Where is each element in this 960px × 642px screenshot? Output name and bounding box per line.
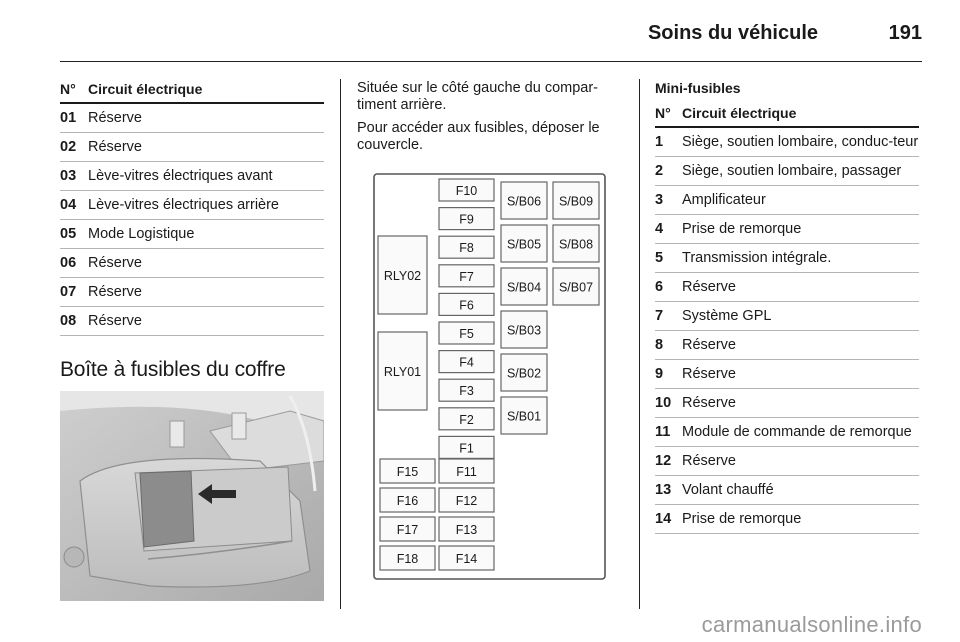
table-row: [60, 104, 324, 133]
row-circuit: Siège, soutien lombaire, passager: [682, 163, 902, 179]
table-row: [655, 215, 919, 244]
row-number: 10: [655, 395, 672, 411]
row-circuit: Lève-vitres électriques arrière: [88, 197, 279, 213]
row-circuit: Réserve: [682, 453, 736, 469]
mini-fuse-table-body: [655, 128, 919, 534]
table-row: [655, 331, 919, 360]
table-row: [655, 447, 919, 476]
table-row: [60, 133, 324, 162]
table-row: [655, 186, 919, 215]
sb-fuse-box-label: S/B03: [506, 323, 542, 338]
instructions-column: [357, 80, 627, 160]
row-circuit: Réserve: [88, 284, 142, 300]
fuse-box-label: F7: [459, 269, 474, 284]
fuse-box: [439, 546, 494, 570]
table-row: [60, 162, 324, 191]
row-circuit: Système GPL: [682, 308, 772, 324]
table-row: [60, 191, 324, 220]
table-row: [655, 302, 919, 331]
sb-fuse-box: [553, 225, 599, 262]
column-divider-right: [639, 79, 640, 609]
fuse-box: [439, 322, 494, 344]
row-number: 11: [655, 424, 671, 440]
sb-fuse-box: [553, 268, 599, 305]
sb-fuse-box-label: S/B07: [558, 280, 594, 295]
sb-fuse-box-label: S/B01: [506, 409, 542, 424]
sb-fuse-box: [501, 182, 547, 219]
table-row: [655, 476, 919, 505]
sb-fuse-box-label: S/B05: [506, 237, 542, 252]
sb-fuse-box: [501, 354, 547, 391]
fuse-box: [439, 265, 494, 287]
header-rule: [60, 61, 922, 62]
row-number: 9: [655, 366, 664, 382]
sb-fuse-box-label: S/B02: [506, 366, 542, 381]
table-row: [655, 505, 919, 534]
fuse-box: [439, 408, 494, 430]
sb-fuse-box: [501, 268, 547, 305]
relay-table-header: [60, 80, 324, 104]
location-paragraph: Située sur le côté gauche du compar-timent arrière.: [357, 80, 598, 113]
fuse-box-label: F11: [456, 465, 477, 479]
row-number: 2: [655, 163, 664, 179]
row-circuit: Module de commande de remorque: [682, 424, 912, 440]
row-circuit: Lève-vitres électriques avant: [88, 168, 273, 184]
fuse-box-label: F10: [455, 184, 478, 198]
row-circuit: Siège, soutien lombaire, conduc-teur: [682, 134, 919, 150]
row-circuit: Réserve: [682, 395, 736, 411]
fuse-box: [439, 488, 494, 512]
table-row: [60, 220, 324, 249]
fuse-box-label: F14: [455, 552, 478, 566]
relay-box-label: RLY02: [383, 269, 422, 283]
fuse-box-label: F16: [396, 494, 419, 508]
row-circuit: Volant chauffé: [682, 482, 774, 498]
fuse-box-label: F2: [459, 412, 474, 427]
row-circuit: Réserve: [88, 313, 142, 329]
row-circuit: Mode Logistique: [88, 226, 195, 242]
sb-fuse-box-label: S/B09: [558, 194, 594, 209]
fuse-box: [439, 379, 494, 401]
table-row: [655, 418, 919, 447]
row-number: 3: [655, 192, 664, 208]
header-no: N°: [655, 105, 671, 121]
fuse-box: [380, 459, 435, 483]
fuse-box: [439, 179, 494, 201]
fuse-box: [439, 436, 494, 458]
header-circuit: Circuit électrique: [682, 105, 797, 121]
fuse-box-label: F4: [459, 355, 474, 370]
fuse-box: [380, 546, 435, 570]
mini-fuse-table-header: [655, 104, 919, 128]
row-circuit: Amplificateur: [682, 192, 766, 208]
table-row: [655, 244, 919, 273]
trunk-fuse-box-photo: [60, 391, 324, 601]
table-row: [655, 273, 919, 302]
table-row: [60, 307, 324, 336]
section-heading: Boîte à fusibles du coffre: [60, 358, 286, 381]
fuse-box-label: F15: [396, 465, 419, 479]
row-circuit: Prise de remorque: [682, 511, 802, 527]
row-number: 5: [655, 250, 664, 266]
mini-fuse-title: Mini-fusibles: [655, 80, 741, 96]
fuse-box-diagram: [372, 172, 607, 581]
header-no: N°: [60, 81, 76, 97]
row-number: 03: [60, 168, 77, 184]
row-number: 8: [655, 337, 664, 353]
table-row: [655, 128, 919, 157]
row-circuit: Réserve: [88, 110, 142, 126]
table-row: [60, 278, 324, 307]
row-number: 14: [655, 511, 672, 527]
row-number: 05: [60, 226, 77, 242]
fuse-box-label: F18: [396, 552, 419, 566]
row-circuit: Réserve: [682, 366, 736, 382]
fuse-box: [439, 236, 494, 258]
table-row: [60, 249, 324, 278]
row-number: 02: [60, 139, 77, 155]
sb-fuse-box: [553, 182, 599, 219]
mini-fuse-column: [655, 80, 919, 534]
fuse-box: [439, 293, 494, 315]
fuse-box: [439, 459, 494, 483]
row-number: 4: [655, 221, 664, 237]
row-circuit: Transmission intégrale.: [682, 250, 832, 266]
fuse-box: [380, 517, 435, 541]
row-circuit: Prise de remorque: [682, 221, 802, 237]
row-circuit: Réserve: [88, 139, 142, 155]
row-number: 12: [655, 453, 672, 469]
fuse-box-label: F13: [455, 523, 478, 537]
table-row: [655, 360, 919, 389]
fuse-box-label: F6: [459, 298, 474, 313]
fuse-box: [380, 488, 435, 512]
fuse-box-label: F3: [459, 384, 474, 399]
page-title: Soins du véhicule: [647, 22, 818, 44]
table-row: [655, 389, 919, 418]
relay-box: [378, 236, 427, 314]
watermark: carmanualsonline.info: [701, 612, 922, 637]
fuse-box-label: F8: [459, 241, 474, 256]
fuse-box: [439, 517, 494, 541]
sb-fuse-box: [501, 311, 547, 348]
row-number: 07: [60, 284, 77, 300]
fuse-box: [439, 351, 494, 373]
sb-fuse-box-label: S/B08: [558, 237, 594, 252]
page-number: 191: [888, 22, 922, 44]
relay-box-label: RLY01: [383, 365, 422, 379]
relay-table-body: [60, 104, 324, 336]
column-divider-left: [340, 79, 341, 609]
row-number: 1: [655, 134, 664, 150]
row-number: 13: [655, 482, 672, 498]
fuse-box-label: F17: [396, 523, 419, 537]
row-number: 7: [655, 308, 664, 324]
row-circuit: Réserve: [88, 255, 142, 271]
fuse-box-label: F1: [459, 441, 474, 456]
fuse-box-label: F12: [455, 494, 478, 508]
relay-box: [378, 332, 427, 410]
row-number: 01: [60, 110, 77, 126]
sb-fuse-box: [501, 225, 547, 262]
sb-fuse-box-label: S/B04: [506, 280, 542, 295]
table-row: [655, 157, 919, 186]
fuse-box-label: F9: [459, 212, 474, 227]
row-number: 04: [60, 197, 77, 213]
row-number: 6: [655, 279, 664, 295]
access-paragraph: Pour accéder aux fusibles, déposer le couvercle.: [357, 120, 600, 153]
fuse-box: [439, 208, 494, 230]
row-number: 08: [60, 313, 77, 329]
fuse-box-label: F5: [459, 327, 474, 341]
header-circuit: Circuit électrique: [88, 81, 203, 97]
relay-column: [60, 80, 324, 382]
row-circuit: Réserve: [682, 337, 736, 353]
row-circuit: Réserve: [682, 279, 736, 295]
sb-fuse-box-label: S/B06: [506, 194, 542, 209]
sb-fuse-box: [501, 397, 547, 434]
row-number: 06: [60, 255, 77, 271]
